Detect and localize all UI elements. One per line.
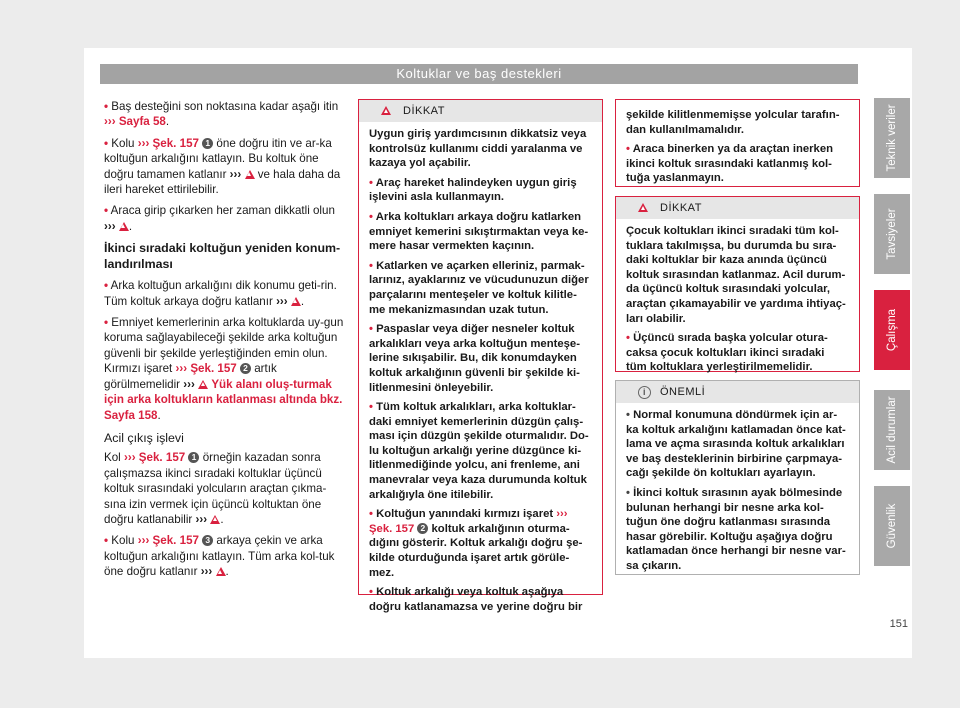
figure-reference-link[interactable]: ››› Şek. 157 — [137, 534, 199, 548]
warning-box-body — [359, 122, 602, 618]
warning-triangle-icon — [381, 106, 391, 115]
warning-triangle-icon[interactable] — [216, 567, 226, 576]
warning-triangle-icon[interactable] — [119, 222, 129, 231]
warning-triangle-icon[interactable] — [210, 515, 220, 524]
list-item: • İkinci koltuk sırasının ayak bölmesinde bulunan herhangi bir nesne arka kol-tuğun öne doğru katlanması sırasında hasar görebilir. Koltuğu aşağıya doğru katlamadan önce herhangi bir nesne var-sa çıkarın. — [626, 486, 846, 572]
bullet-icon: • — [104, 279, 109, 293]
figure-reference-link[interactable]: ››› Şek. 157 — [123, 451, 186, 465]
list-item: • Kolu ››› Şek. 157 1 öne doğru itin ve ar-ka koltuğun arkalığını katlayın. Bu koltuk öne doğru tamamen katlanır ››› ve hala daha da ileri hareket ettirilebilir. — [104, 136, 341, 197]
list-item: • Tüm koltuk arkalıkları, arka koltuklar-daki emniyet kemerlerinin düzgün çalış-ması için düzgün şekilde oturmalıdır. Do-lu koltuğun arkalığı yerine düzgünce ki-litlenmediğinde yolcu, ani frenleme, ani manevralar veya kaza durumunda koltuk arkalığıyla öne itilebilir. — [369, 401, 589, 501]
bullet-icon: • — [104, 534, 109, 548]
list-item: • Araca girip çıkarken her zaman dikkatli olun ››› . — [104, 204, 335, 233]
callout-number-badge: 2 — [417, 523, 428, 534]
bullet-icon: • — [104, 204, 109, 218]
warning-triangle-icon[interactable] — [245, 170, 255, 179]
callout-number-badge: 3 — [202, 535, 213, 546]
list-item: • Normal konumuna döndürmek için ar-ka koltuk arkalığını katlamadan önce kat-lama ve açma sırasında koltuk arkalıkları ve baş desteklerinin birbirine çarpmaya-cağı şekilde ön koltukları ayarlayın. — [626, 409, 846, 480]
info-icon: i — [638, 386, 651, 399]
warning-box-header: DİKKAT — [616, 197, 859, 219]
bullet-icon: • — [104, 100, 109, 113]
tab-acil-durumlar[interactable]: Acil durumlar — [874, 390, 910, 470]
list-item: • Kolu ››› Şek. 157 3 arkaya çekin ve arka koltuğun arkalığını katlayın. Tüm arka kol-tuk öne doğru katlanır ››› . — [104, 534, 335, 579]
list-item: • Koltuğun yanındaki kırmızı işaret ››› Şek. 157 2 koltuk arkalığının oturma-dığını gösterir. Koltuk arkalığı doğru şe-kilde oturduğunda işaret artık görüle-mez. — [369, 508, 583, 579]
tab-tavsiyeler[interactable]: Tavsiyeler — [874, 194, 910, 274]
page-header: Koltuklar ve baş destekleri — [100, 64, 858, 84]
warning-box-header: DİKKAT — [359, 100, 602, 122]
notice-box-header: i ÖNEMLİ — [616, 381, 859, 403]
warning-triangle-icon[interactable] — [198, 380, 208, 389]
figure-reference-link[interactable]: ››› Şek. 157 — [369, 508, 568, 535]
bullet-icon: • — [104, 136, 109, 150]
page-reference-link[interactable]: ››› Sayfa 58 — [104, 115, 166, 129]
bullet-icon: • — [104, 316, 109, 330]
warning-intro: Çocuk koltukları ikinci sıradaki tüm kol-tuklara takılmışsa, bu durumda bu sıra-daki koltuklar bir kaza anında üçüncü koltuk sırasından katlanmaz. Acil durum-da üçüncü koltuk sırasındaki yolcular, araçtan çıkamayabilir ve yardıma ihtiyaç-ları olabilir. — [626, 225, 846, 325]
list-item: • Araç hareket halindeyken uygun giriş işlevini asla kullanmayın. — [369, 176, 577, 204]
list-item: • Paspaslar veya diğer nesneler koltuk arkalıkları veya arka koltuğun menteşe-lerine sıkışabilir. Bu, dik konumdayken koltuk arkalığının güvenli bir şekilde ki-litlenmesini önleyebilir. — [369, 323, 580, 394]
warning-intro: Uygun giriş yardımcısının dikkatsiz veya kontrolsüz kullanımı ciddi yaralanma ve kazaya yol açabilir. — [369, 128, 587, 170]
warning-box — [358, 99, 603, 613]
section-reference-link[interactable]: Yük alanı oluş-turmak için arka koltukların katlanması altında bkz. Sayfa 158 — [104, 377, 343, 422]
callout-number-badge: 1 — [202, 138, 213, 149]
section-heading: İkinci sıradaki koltuğun yeniden konum-landırılması — [104, 241, 341, 272]
warning-continuation: şekilde kilitlenmemişse yolcular tarafın-dan kullanılmamalıdır. — [626, 109, 840, 136]
tab-teknik-veriler[interactable]: Teknik veriler — [874, 98, 910, 178]
tab-guvenlik[interactable]: Güvenlik — [874, 486, 910, 566]
main-text-column — [104, 99, 344, 586]
warning-box-2 — [615, 196, 860, 372]
list-item: • Katlarken ve açarken elleriniz, parmak-larınız, ayaklarınız ve vücudunuzun diğer parçalarını menteşeler ve koltuk kilitle-me mekanizmasından uzak tutun. — [369, 259, 589, 316]
list-item: • Arka koltukları arkaya doğru katlarken emniyet kemerini sıkıştırmaktan veya ke-mere hasar vermekten kaçının. — [369, 210, 589, 253]
figure-reference-link[interactable]: ››› Şek. 157 — [137, 136, 199, 150]
paragraph: Kol ››› Şek. 157 1 örneğin kazadan sonra çalışmazsa ikinci sıradaki koltuklar üçüncü koltuk sırasındaki yolcuların araçtan çıkma-sına izin vermek için üçüncü koltuktan öne doğru katlanabilir ››› . — [104, 451, 327, 526]
list-item: • Emniyet kemerlerinin arka koltuklarda uy-gun koruma sağlayabileceği şekilde arka koltuğun güvenli bir şekilde yerleştiğinden emin olun. Kırmızı işaret ››› Şek. 157 2 artık görülmemelidir ››› Yük alanı oluş-turmak için arka koltukların katlanması altında bkz. Sayfa 158. — [104, 316, 344, 422]
callout-number-badge: 1 — [188, 452, 199, 463]
page-number: 151 — [889, 618, 908, 630]
notice-box — [615, 380, 860, 575]
list-item: • Koltuk arkalığı veya koltuk aşağıya doğru katlanamazsa ve yerine doğru bir — [369, 586, 583, 613]
warning-triangle-icon[interactable] — [291, 297, 301, 306]
figure-reference-link[interactable]: ››› Şek. 157 — [175, 362, 237, 376]
list-item: • Baş desteğini son noktasına kadar aşağı itin ››› Sayfa 58. — [104, 100, 339, 129]
callout-number-badge: 2 — [240, 363, 251, 374]
warning-continuation-box — [615, 99, 860, 187]
list-item: • Üçüncü sırada başka yolcular otura-caksa çocuk koltukları ikinci sıradaki tüm koltuklara yerleştirilmemelidir. — [626, 332, 828, 374]
subsection-heading: Acil çıkış işlevi — [104, 430, 184, 445]
list-item: • Araca binerken ya da araçtan inerken ikinci koltuk sırasındaki katlanmış kol-tuğa yaslanmayın. — [626, 143, 834, 185]
list-item: • Arka koltuğun arkalığını dik konumu geti-rin. Tüm koltuk arkaya doğru katlanır ››› . — [104, 279, 337, 308]
warning-triangle-icon — [638, 203, 648, 212]
tab-calisma[interactable]: Çalışma — [874, 290, 910, 370]
